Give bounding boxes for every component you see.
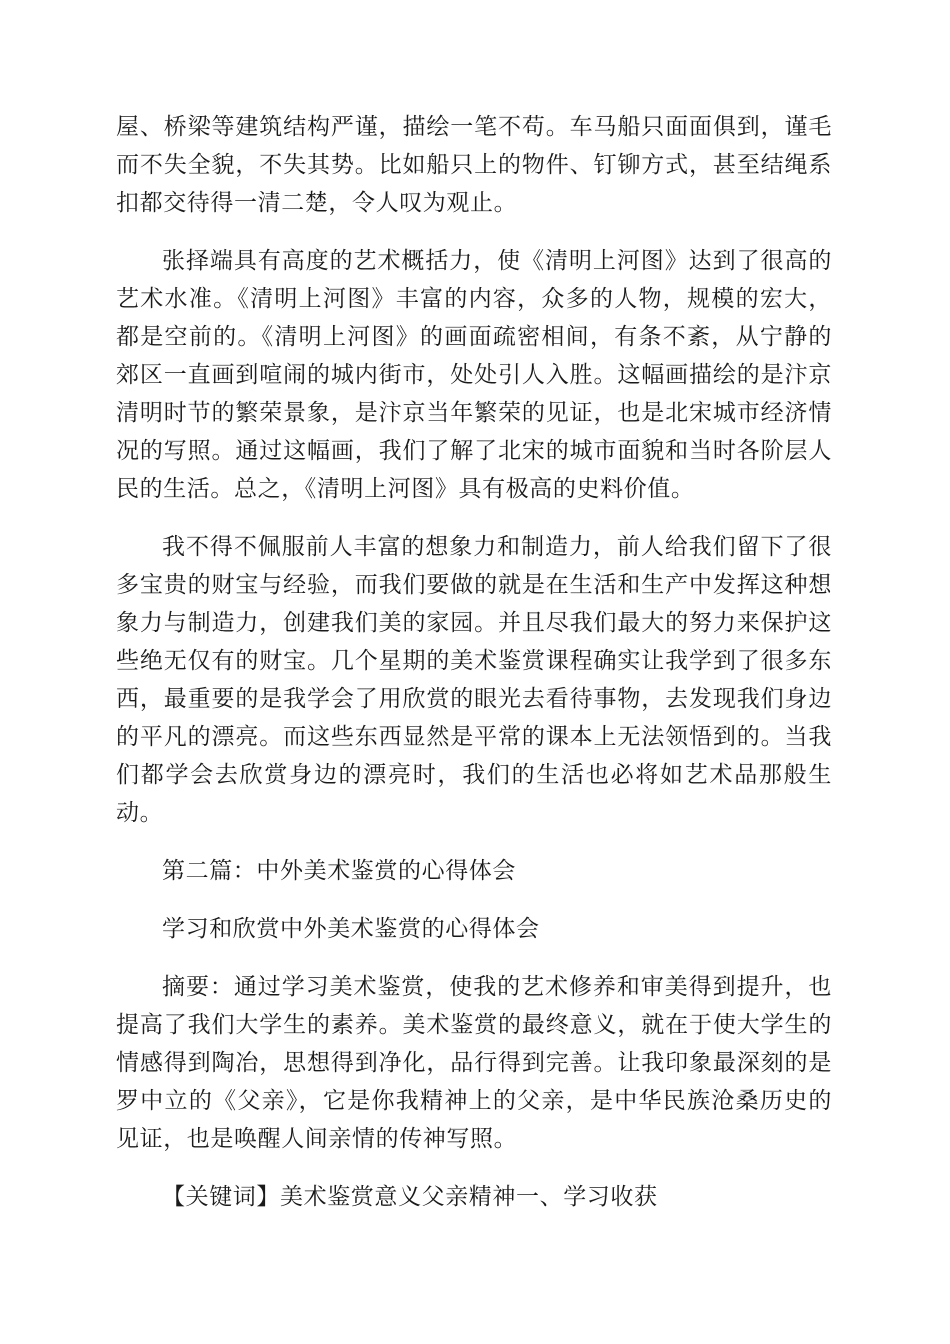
paragraph-qingming-details: 屋、桥梁等建筑结构严谨，描绘一笔不苟。车马船只面面俱到，谨毛而不失全貌，不失其势。比如船只上的物件、钉铆方式，甚至结绳系扣都交待得一清二楚，令人叹为观止。	[116, 114, 832, 216]
document-body	[116, 108, 832, 1216]
keywords-line: 【关键词】美术鉴赏意义父亲精神一、学习收获	[162, 1184, 658, 1210]
paragraph-reflection: 我不得不佩服前人丰富的想象力和制造力，前人给我们留下了很多宝贵的财宝与经验，而我们要做的就是在生活和生产中发挥这种想象力与制造力，创建我们美的家园。并且尽我们最大的努力来保护这些绝无仅有的财宝。几个星期的美术鉴赏课程确实让我学到了很多东西，最重要的是我学会了用欣赏的眼光去看待事物，去发现我们身边的平凡的漂亮。而这些东西显然是平常的课本上无法领悟到的。当我们都学会去欣赏身边的漂亮时，我们的生活也必将如艺术品那般生动。	[116, 534, 832, 826]
abstract-paragraph: 摘要：通过学习美术鉴赏，使我的艺术修养和审美得到提升，也提高了我们大学生的素养。美术鉴赏的最终意义，就在于使大学生的情感得到陶冶，思想得到净化，品行得到完善。让我印象最深刻的是罗中立的《父亲》，它是你我精神上的父亲，是中华民族沧桑历史的见证，也是唤醒人间亲情的传神写照。	[116, 974, 832, 1152]
section-heading: 第二篇：中外美术鉴赏的心得体会	[162, 858, 516, 884]
paragraph-artistic-summary: 张择端具有高度的艺术概括力，使《清明上河图》达到了很高的艺术水准。《清明上河图》丰富的内容，众多的人物，规模的宏大，都是空前的。《清明上河图》的画面疏密相间，有条不紊，从宁静的郊区一直画到喧闹的城内街市，处处引人入胜。这幅画描绘的是汴京清明时节的繁荣景象，是汴京当年繁荣的见证，也是北宋城市经济情况的写照。通过这幅画，我们了解了北宋的城市面貌和当时各阶层人民的生活。总之，《清明上河图》具有极高的史料价值。	[116, 248, 832, 502]
article-title: 学习和欣赏中外美术鉴赏的心得体会	[162, 916, 540, 942]
